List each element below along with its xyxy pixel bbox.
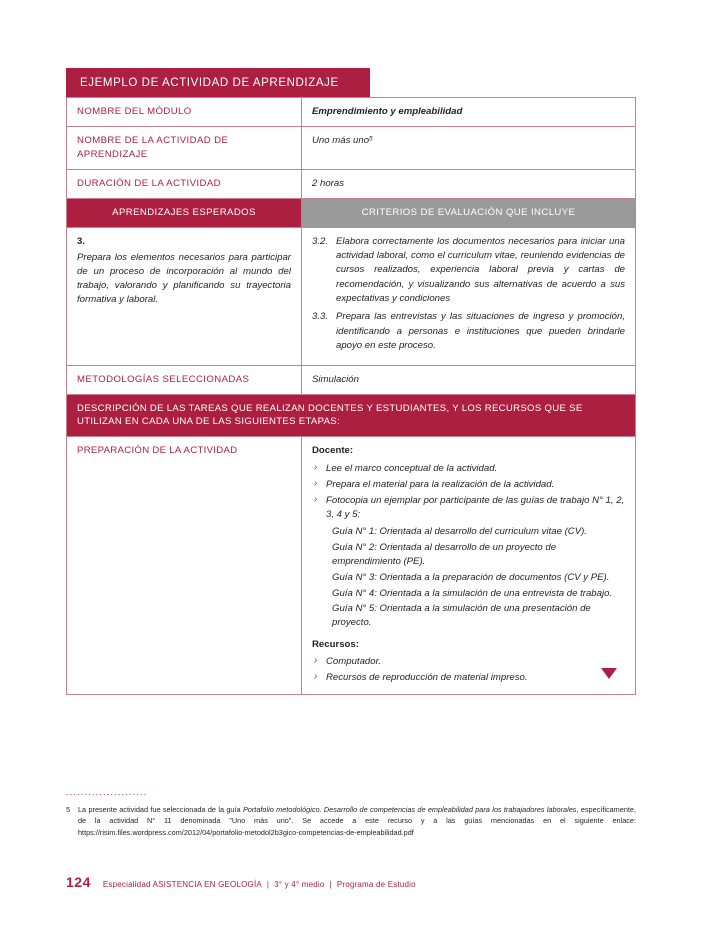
recursos-label: Recursos: bbox=[312, 639, 359, 651]
table-header-row bbox=[67, 198, 636, 227]
table-row bbox=[67, 437, 636, 695]
footer-separator: | bbox=[329, 880, 332, 889]
description-bar: DESCRIPCIÓN DE LAS TAREAS QUE REALIZAN DOCENTES Y ESTUDIANTES, Y LOS RECURSOS QUE SE UTILIZAN EN CADA UNA DE LAS SIGUIENTES ETAPAS: bbox=[67, 394, 636, 437]
etapa-tasks bbox=[302, 437, 636, 695]
table-row bbox=[67, 394, 636, 437]
list-item: › Prepara el material para la realización de la actividad. bbox=[312, 478, 625, 492]
criterio-item bbox=[312, 235, 625, 307]
footnote-divider: ...................... bbox=[66, 787, 148, 797]
list-item: › Recursos de reproducción de material impreso. bbox=[312, 671, 625, 685]
list-item: Guía N° 1: Orientada al desarrollo del curriculum vitae (CV). bbox=[332, 525, 587, 537]
row-label-modulo: NOMBRE DEL MÓDULO bbox=[67, 98, 302, 127]
footnote-marker: 5 bbox=[66, 804, 71, 814]
arrow-down-icon bbox=[601, 668, 617, 679]
footer-level: 3° y 4° medio bbox=[274, 880, 325, 889]
aprendizaje-cell bbox=[67, 227, 302, 365]
row-label-actividad: NOMBRE DE LA ACTIVIDAD DE APRENDIZAJE bbox=[67, 126, 302, 169]
criterio-text: Elabora correctamente los documentos necesarios para iniciar una actividad laboral, como el curriculum vitae, reuniendo evidencias de cursos realizados, experiencia laboral previa y cartas de recomendación, y visualizando sus alternativas de acuerdo a sus expectativas y condiciones bbox=[336, 235, 625, 305]
list-item: Guía N° 4: Orientada a la simulación de una entrevista de trabajo. bbox=[332, 587, 613, 599]
criterio-item bbox=[312, 310, 625, 353]
criterio-text: Prepara las entrevistas y las situaciones de ingreso y promoción, identificando a personas e instituciones que pueden brindarle apoyo en este proceso. bbox=[336, 311, 625, 352]
etapa-label: PREPARACIÓN DE LA ACTIVIDAD bbox=[67, 437, 302, 695]
page-footer bbox=[66, 874, 636, 890]
activity-table bbox=[66, 97, 636, 695]
row-value-metodologias: Simulación bbox=[302, 365, 636, 394]
role-label: Docente: bbox=[312, 445, 354, 457]
criterio-number: 3.2. bbox=[312, 235, 329, 247]
recursos-list bbox=[312, 655, 625, 685]
table-row bbox=[67, 126, 636, 169]
header-aprendizajes: APRENDIZAJES ESPERADOS bbox=[67, 198, 302, 227]
footer-separator: | bbox=[266, 880, 270, 889]
row-value-modulo: Emprendimiento y empleabilidad bbox=[302, 98, 636, 127]
row-label-metodologias: METODOLOGÍAS SELECCIONADAS bbox=[67, 365, 302, 394]
header-criterios: CRITERIOS DE EVALUACIÓN QUE INCLUYE bbox=[302, 198, 636, 227]
list-item: Guía N° 2: Orientada al desarrollo de un proyecto de emprendimiento (PE). bbox=[332, 541, 557, 567]
row-label-duracion: DURACIÓN DE LA ACTIVIDAD bbox=[67, 169, 302, 198]
table-row bbox=[67, 227, 636, 365]
guias-list bbox=[332, 525, 625, 630]
aprendizaje-text: Prepara los elementos necesarios para participar de un proceso de incorporación al mundo del trabajo, valorando y planificando su trayectoria formativa y laboral. bbox=[77, 252, 291, 306]
list-item: Guía N° 3: Orientada a la preparación de documentos (CV y PE). bbox=[332, 571, 610, 583]
footer-specialty: Especialidad ASISTENCIA EN GEOLOGÍA bbox=[102, 880, 262, 889]
activity-document bbox=[66, 68, 636, 695]
table-row bbox=[67, 365, 636, 394]
banner-title: EJEMPLO DE ACTIVIDAD DE APRENDIZAJE bbox=[66, 68, 370, 97]
criterio-number: 3.3. bbox=[312, 311, 329, 323]
table-row bbox=[67, 98, 636, 127]
footer-program: Programa de Estudio bbox=[336, 880, 416, 889]
list-item: › Lee el marco conceptual de la actividad. bbox=[312, 462, 625, 476]
list-item: Guía N° 5: Orientada a la simulación de una presentación de proyecto. bbox=[332, 603, 591, 629]
footnote-text: La presente actividad fue seleccionada de la guía Portafolio metodológico. Desarrollo de competencias de empleabilidad para los trabajadores laborales, específicamente, de la actividad N° 11 denominada "Uno más uno". Se accede a este recurso y a las guías mencionadas en el siguiente enlace: https://risim.files.wordpress.com/2012/04/portafolio-metodol2b3gico-competencias-de-empleabilidad.pdf bbox=[78, 804, 636, 837]
table-row bbox=[67, 169, 636, 198]
list-item: › Computador. bbox=[312, 655, 625, 669]
task-list bbox=[312, 462, 625, 522]
page-number: 124 bbox=[66, 874, 91, 890]
criterios-cell bbox=[302, 227, 636, 365]
list-item: › Fotocopia un ejemplar por participante de las guías de trabajo N° 1, 2, 3, 4 y 5: bbox=[312, 494, 625, 522]
aprendizaje-number: 3. bbox=[77, 235, 86, 247]
footnote bbox=[66, 786, 636, 838]
row-value-duracion: 2 horas bbox=[302, 169, 636, 198]
row-value-actividad: Uno más uno⁵ bbox=[302, 126, 636, 169]
